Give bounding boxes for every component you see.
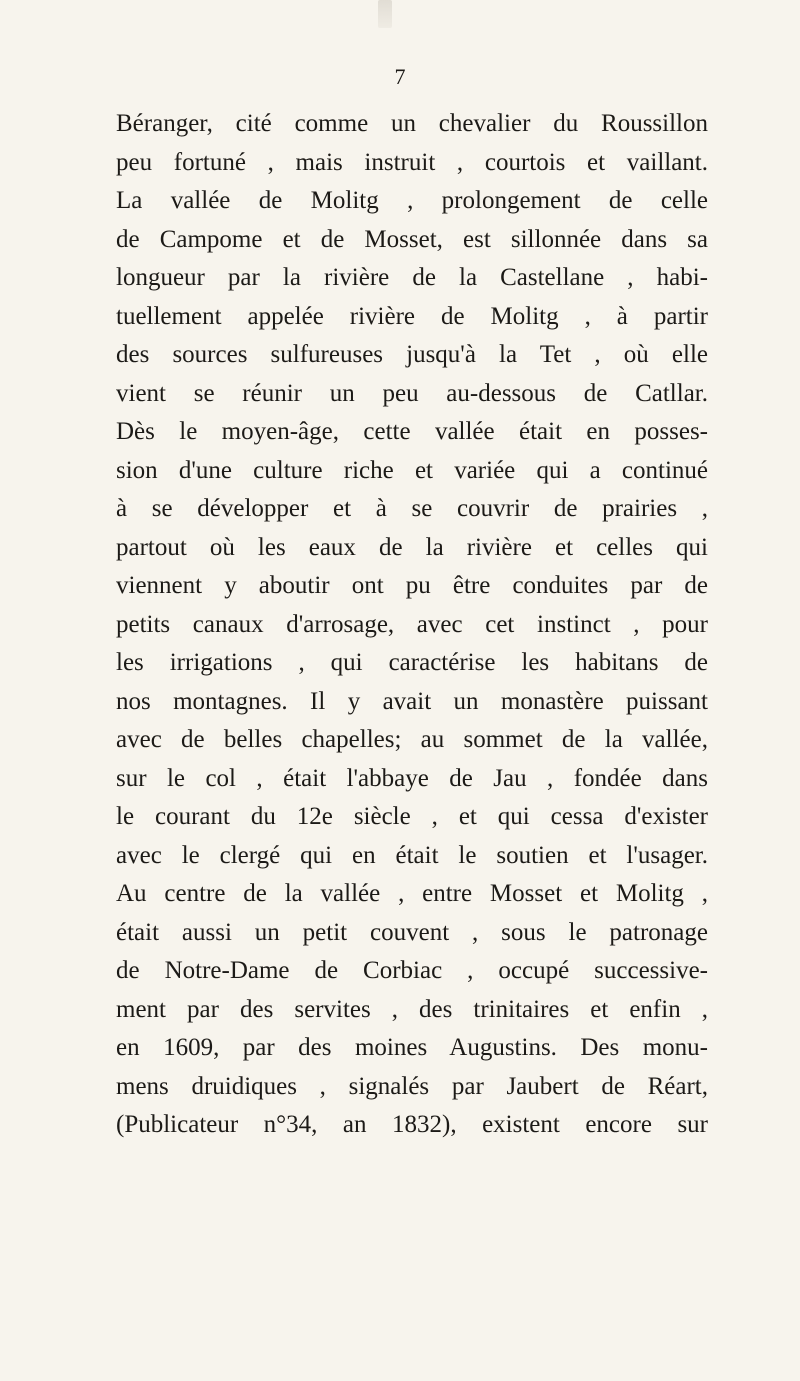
body-text (116, 105, 708, 1145)
text-line: en 1609, par des moines Augustins. Des monu- (116, 1034, 708, 1061)
text-line: à se développer et à se couvrir de prairies , (116, 495, 708, 522)
text-line: viennent y aboutir ont pu être conduites par de (116, 572, 708, 599)
text-line: sion d'une culture riche et variée qui a continué (116, 456, 708, 484)
text-line: partout où les eaux de la rivière et celles qui (116, 533, 708, 561)
text-line: les irrigations , qui caractérise les habitans de (116, 649, 708, 676)
text-line: des sources sulfureuses jusqu'à la Tet , où elle (116, 341, 708, 368)
text-line: mens druidiques , signalés par Jaubert de Réart, (116, 1072, 708, 1100)
text-line: (Publicateur n°34, an 1832), existent encore sur (116, 1111, 708, 1138)
page-number: 7 (394, 64, 406, 89)
text-line: était aussi un petit couvent , sous le patronage (116, 918, 708, 946)
text-line: sur le col , était l'abbaye de Jau , fondée dans (116, 764, 708, 792)
text-line: peu fortuné , mais instruit , courtois et vaillant. (116, 148, 708, 176)
text-line: Dès le moyen-âge, cette vallée était en posses- (116, 418, 708, 445)
text-line: de Notre-Dame de Corbiac , occupé successive- (116, 957, 708, 984)
text-line: nos montagnes. Il y avait un monastère puissant (116, 687, 708, 715)
text-line: Au centre de la vallée , entre Mosset et Molitg , (116, 880, 708, 907)
text-line: petits canaux d'arrosage, avec cet instinct , pour (116, 610, 708, 638)
text-line: avec de belles chapelles; au sommet de la vallée, (116, 726, 708, 753)
text-line: ment par des servites , des trinitaires et enfin , (116, 995, 708, 1023)
page-edge-mark (378, 0, 392, 28)
text-line: vient se réunir un peu au-dessous de Catllar. (116, 379, 708, 407)
text-line: tuellement appelée rivière de Molitg , à partir (116, 302, 708, 330)
text-line: La vallée de Molitg , prolongement de celle (116, 187, 708, 214)
text-line: le courant du 12e siècle , et qui cessa d'exister (116, 803, 708, 830)
text-line: de Campome et de Mosset, est sillonnée dans sa (116, 225, 708, 253)
text-line: avec le clergé qui en était le soutien et l'usager. (116, 841, 708, 869)
text-line: longueur par la rivière de la Castellane , habi- (116, 264, 708, 291)
text-line: Béranger, cité comme un chevalier du Roussillon (116, 110, 708, 137)
